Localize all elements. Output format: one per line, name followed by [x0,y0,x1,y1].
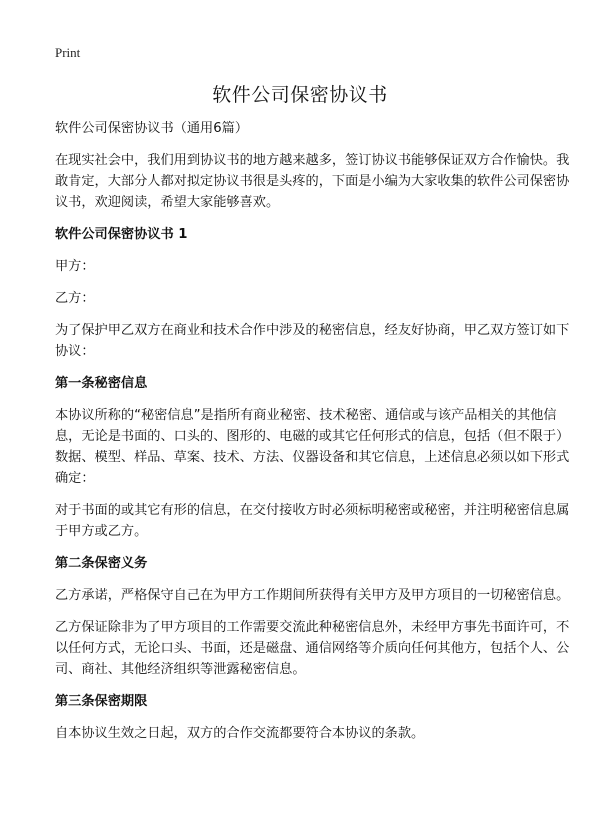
article-2-paragraph-2: 乙方保证除非为了甲方项目的工作需要交流此种秘密信息外，未经甲方事先书面许可，不以任何方式，无论口头、书面，还是磁盘、通信网络等介质向任何其他方，包括个人、公司、商社、其他经济组织等泄露秘密信息。 [55,620,570,677]
article-2-paragraph-1: 乙方承诺，严格保守自己在为甲方工作期间所获得有关甲方及甲方项目的一切秘密信息。 [55,588,570,603]
intro-paragraph: 在现实社会中，我们用到协议书的地方越来越多，签订协议书能够保证双方合作愉快。我敢肯定，大部分人都对拟定协议书很是头疼的，下面是小编为大家收集的软件公司保密协议书，欢迎阅读，希望大家能够喜欢。 [55,153,570,210]
page-title: 软件公司保密协议书 [212,84,388,106]
party-a-label: 甲方： [55,259,95,274]
party-b-label: 乙方： [55,291,95,306]
article-1-paragraph-2: 对于书面的或其它有形的信息，在交付接收方时必须标明秘密或秘密，并注明秘密信息属于甲方或乙方。 [55,503,570,539]
document-subtitle: 软件公司保密协议书（通用6篇） [55,121,249,136]
article-1-heading: 第一条秘密信息 [55,376,148,391]
article-1-paragraph-1: 本协议所称的“秘密信息”是指所有商业秘密、技术秘密、通信或与该产品相关的其他信息，无论是书面的、口头的、图形的、电磁的或其它任何形式的信息，包括（但不限于）数据、模型、样品、草案、技术、方法、仪器设备和其它信息，上述信息必须以如下形式确定： [55,408,570,486]
article-2-heading: 第二条保密义务 [55,556,148,571]
preamble-paragraph: 为了保护甲乙双方在商业和技术合作中涉及的秘密信息，经友好协商，甲乙双方签订如下协议： [55,323,570,359]
article-3-heading: 第三条保密期限 [55,694,148,709]
document-body [55,118,575,744]
section-heading: 软件公司保密协议书 1 [55,227,188,242]
article-3-paragraph-1: 自本协议生效之日起，双方的合作交流都要符合本协议的条款。 [55,726,425,741]
print-link[interactable]: Print [55,45,81,60]
